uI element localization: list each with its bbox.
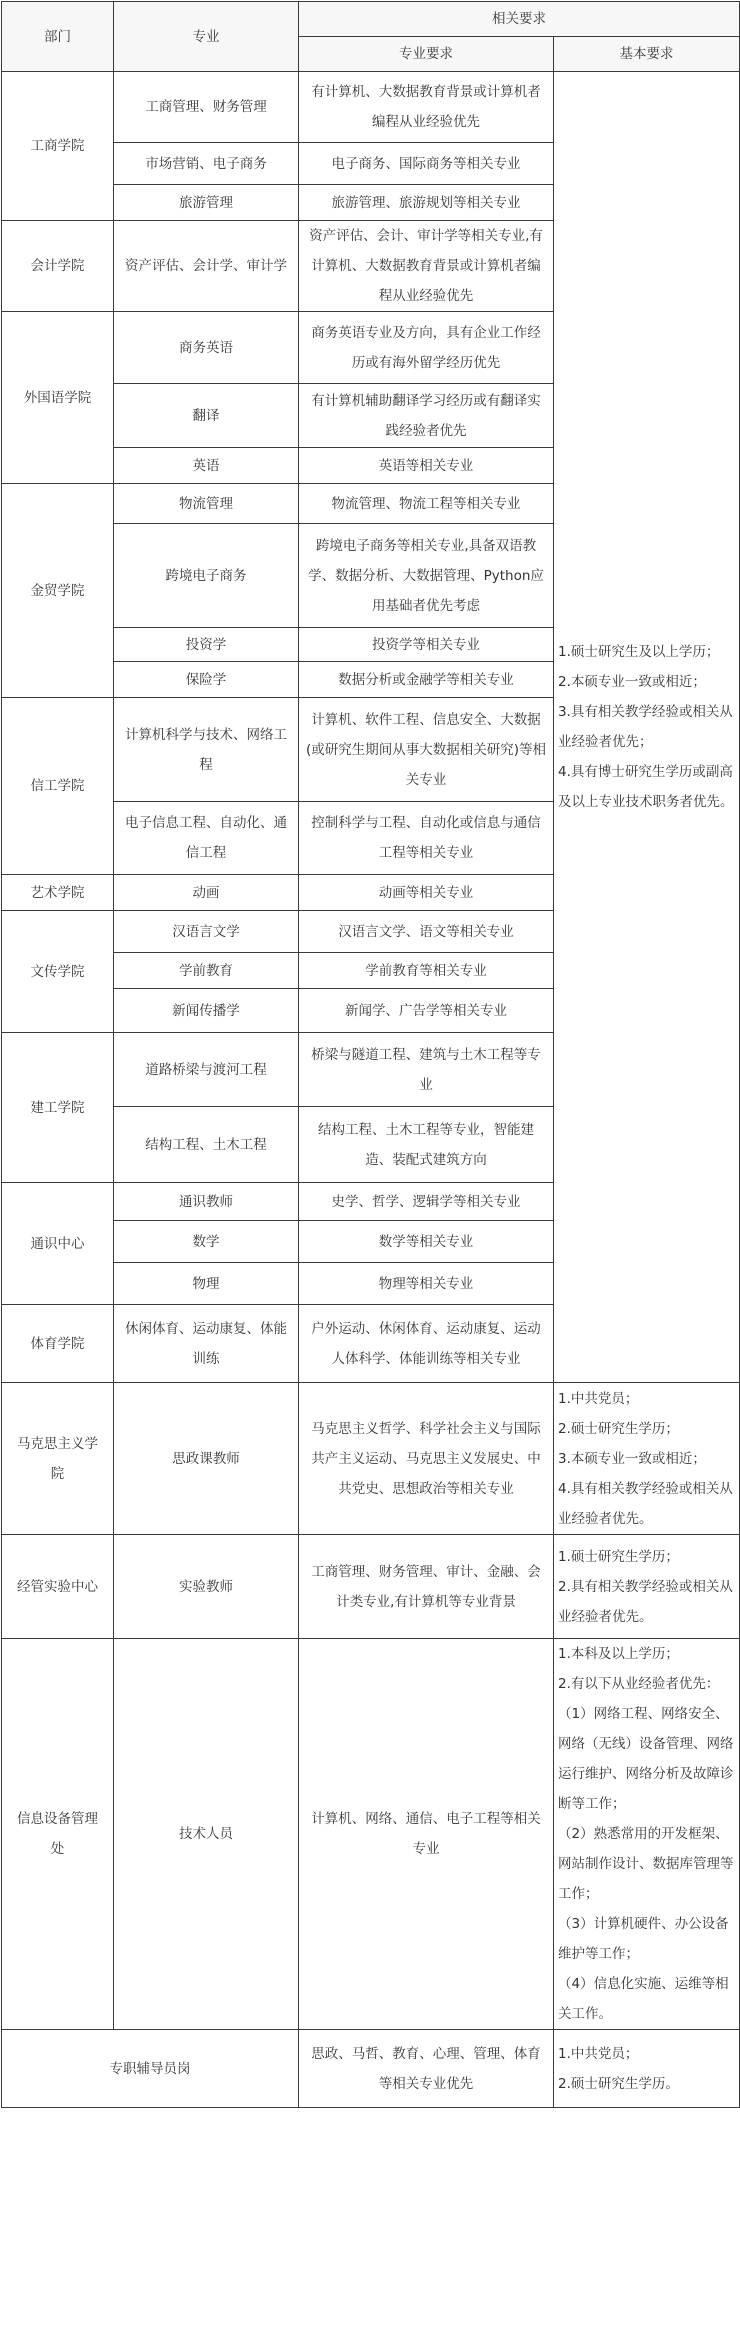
major-cell: 电子信息工程、自动化、通信工程	[114, 802, 299, 875]
major-cell: 旅游管理	[114, 185, 299, 221]
header-dept: 部门	[2, 2, 114, 72]
basic-item: 3.具有相关教学经验或相关从业经验者优先；	[558, 704, 733, 750]
header-row	[2, 2, 740, 37]
req-cell: 英语等相关专业	[299, 448, 554, 484]
req-cell: 资产评估、会计、审计学等相关专业,有计算机、大数据教育背景或计算机者编程从业经验优先	[299, 221, 554, 312]
basic-item: （2）熟悉常用的开发框架、网站制作设计、数据库管理等工作；	[558, 1826, 734, 1902]
basic-item: 3.本硕专业一致或相近；	[558, 1450, 706, 1467]
basic-item: （4）信息化实施、运维等相关工作。	[558, 1976, 729, 2022]
req-cell: 计算机、网络、通信、电子工程等相关专业	[299, 1639, 554, 2030]
req-cell: 马克思主义哲学、科学社会主义与国际共产主义运动、马克思主义发展史、中共党史、思想政治等相关专业	[299, 1383, 554, 1535]
major-cell: 商务英语	[114, 312, 299, 384]
major-cell: 工商管理、财务管理	[114, 72, 299, 143]
table-row	[2, 1383, 740, 1535]
major-cell: 物流管理	[114, 484, 299, 524]
major-cell: 翻译	[114, 384, 299, 448]
req-cell: 思政、马哲、教育、心理、管理、体育等相关专业优先	[299, 2030, 554, 2108]
header-major-req: 专业要求	[299, 37, 554, 72]
table-row	[2, 1535, 740, 1639]
basic-item: 2.本硕专业一致或相近；	[558, 674, 706, 690]
table-row	[2, 1639, 740, 2030]
major-cell: 实验教师	[114, 1535, 299, 1639]
major-cell: 道路桥梁与渡河工程	[114, 1033, 299, 1107]
basic-item: 1.硕士研究生及以上学历；	[558, 644, 720, 660]
req-cell: 数学等相关专业	[299, 1221, 554, 1263]
dept-cell: 金贸学院	[2, 484, 114, 698]
major-cell: 动画	[114, 875, 299, 911]
req-cell: 史学、哲学、逻辑学等相关专业	[299, 1183, 554, 1221]
basic-item: 2.硕士研究生学历。	[558, 2075, 679, 2092]
basic-item: 2.硕士研究生学历；	[558, 1420, 679, 1437]
req-cell: 数据分析或金融学等相关专业	[299, 662, 554, 698]
dept-cell: 工商学院	[2, 72, 114, 221]
dept-cell: 体育学院	[2, 1305, 114, 1383]
req-cell: 汉语言文学、语文等相关专业	[299, 911, 554, 953]
basic-item: 1.中共党员；	[558, 2045, 639, 2062]
req-cell: 学前教育等相关专业	[299, 953, 554, 989]
header-basic-req: 基本要求	[554, 37, 740, 72]
major-cell: 休闲体育、运动康复、体能训练	[114, 1305, 299, 1383]
basic-req-general	[554, 72, 740, 1383]
header-related: 相关要求	[299, 2, 740, 37]
major-cell: 投资学	[114, 628, 299, 662]
table-row	[2, 72, 740, 143]
req-cell: 物流管理、物流工程等相关专业	[299, 484, 554, 524]
basic-req-lab	[554, 1535, 740, 1639]
req-cell: 户外运动、休闲体育、运动康复、运动人体科学、体能训练等相关专业	[299, 1305, 554, 1383]
req-cell: 控制科学与工程、自动化或信息与通信工程等相关专业	[299, 802, 554, 875]
req-cell: 结构工程、土木工程等专业，智能建造、装配式建筑方向	[299, 1107, 554, 1183]
dept-cell: 经管实验中心	[2, 1535, 114, 1639]
req-cell: 跨境电子商务等相关专业,具备双语教学、数据分析、大数据管理、Python应用基础者优先考虑	[299, 524, 554, 628]
major-cell: 跨境电子商务	[114, 524, 299, 628]
dept-cell: 信工学院	[2, 698, 114, 875]
basic-item: 4.具有博士研究生学历或副高及以上专业技术职务者优先。	[558, 764, 734, 810]
basic-item: （1）网络工程、网络安全、网络（无线）设备管理、网络运行维护、网络分析及故障诊断等工作；	[558, 1706, 734, 1812]
recruitment-table	[1, 1, 740, 2108]
req-cell: 桥梁与隧道工程、建筑与土木工程等专业	[299, 1033, 554, 1107]
basic-req-it	[554, 1639, 740, 2030]
dept-cell: 马克思主义学院	[2, 1383, 114, 1535]
major-cell: 计算机科学与技术、网络工程	[114, 698, 299, 802]
basic-item: （3）计算机硬件、办公设备维护等工作；	[558, 1916, 729, 1962]
req-cell: 计算机、软件工程、信息安全、大数据(或研究生期间从事大数据相关研究)等相关专业	[299, 698, 554, 802]
req-cell: 旅游管理、旅游规划等相关专业	[299, 185, 554, 221]
basic-item: 1.硕士研究生学历；	[558, 1548, 679, 1565]
req-cell: 有计算机辅助翻译学习经历或有翻译实践经验者优先	[299, 384, 554, 448]
dept-cell: 会计学院	[2, 221, 114, 312]
req-cell: 动画等相关专业	[299, 875, 554, 911]
basic-item: 1.中共党员；	[558, 1390, 639, 1407]
header-major: 专业	[114, 2, 299, 72]
req-cell: 电子商务、国际商务等相关专业	[299, 143, 554, 185]
major-cell: 通识教师	[114, 1183, 299, 1221]
major-cell: 英语	[114, 448, 299, 484]
major-cell: 结构工程、土木工程	[114, 1107, 299, 1183]
req-cell: 商务英语专业及方向，具有企业工作经历或有海外留学经历优先	[299, 312, 554, 384]
major-cell: 资产评估、会计学、审计学	[114, 221, 299, 312]
basic-item: 4.具有相关教学经验或相关从业经验者优先。	[558, 1480, 733, 1527]
dept-cell: 专职辅导员岗	[2, 2030, 299, 2108]
req-cell: 物理等相关专业	[299, 1263, 554, 1305]
major-cell: 市场营销、电子商务	[114, 143, 299, 185]
major-cell: 思政课教师	[114, 1383, 299, 1535]
table-row	[2, 2030, 740, 2108]
req-cell: 新闻学、广告学等相关专业	[299, 989, 554, 1033]
req-cell: 工商管理、财务管理、审计、金融、会计类专业,有计算机等专业背景	[299, 1535, 554, 1639]
basic-item: 2.具有相关教学经验或相关从业经验者优先。	[558, 1578, 733, 1625]
dept-cell: 文传学院	[2, 911, 114, 1033]
basic-req-marx	[554, 1383, 740, 1535]
major-cell: 汉语言文学	[114, 911, 299, 953]
dept-cell: 信息设备管理处	[2, 1639, 114, 2030]
major-cell: 保险学	[114, 662, 299, 698]
basic-req-counselor	[554, 2030, 740, 2108]
basic-item: 2.有以下从业经验者优先：	[558, 1676, 720, 1692]
dept-cell: 通识中心	[2, 1183, 114, 1305]
dept-cell: 外国语学院	[2, 312, 114, 484]
basic-item: 1.本科及以上学历；	[558, 1646, 679, 1662]
major-cell: 新闻传播学	[114, 989, 299, 1033]
dept-cell: 艺术学院	[2, 875, 114, 911]
req-cell: 有计算机、大数据教育背景或计算机者编程从业经验优先	[299, 72, 554, 143]
dept-cell: 建工学院	[2, 1033, 114, 1183]
major-cell: 物理	[114, 1263, 299, 1305]
req-cell: 投资学等相关专业	[299, 628, 554, 662]
major-cell: 数学	[114, 1221, 299, 1263]
major-cell: 学前教育	[114, 953, 299, 989]
major-cell: 技术人员	[114, 1639, 299, 2030]
